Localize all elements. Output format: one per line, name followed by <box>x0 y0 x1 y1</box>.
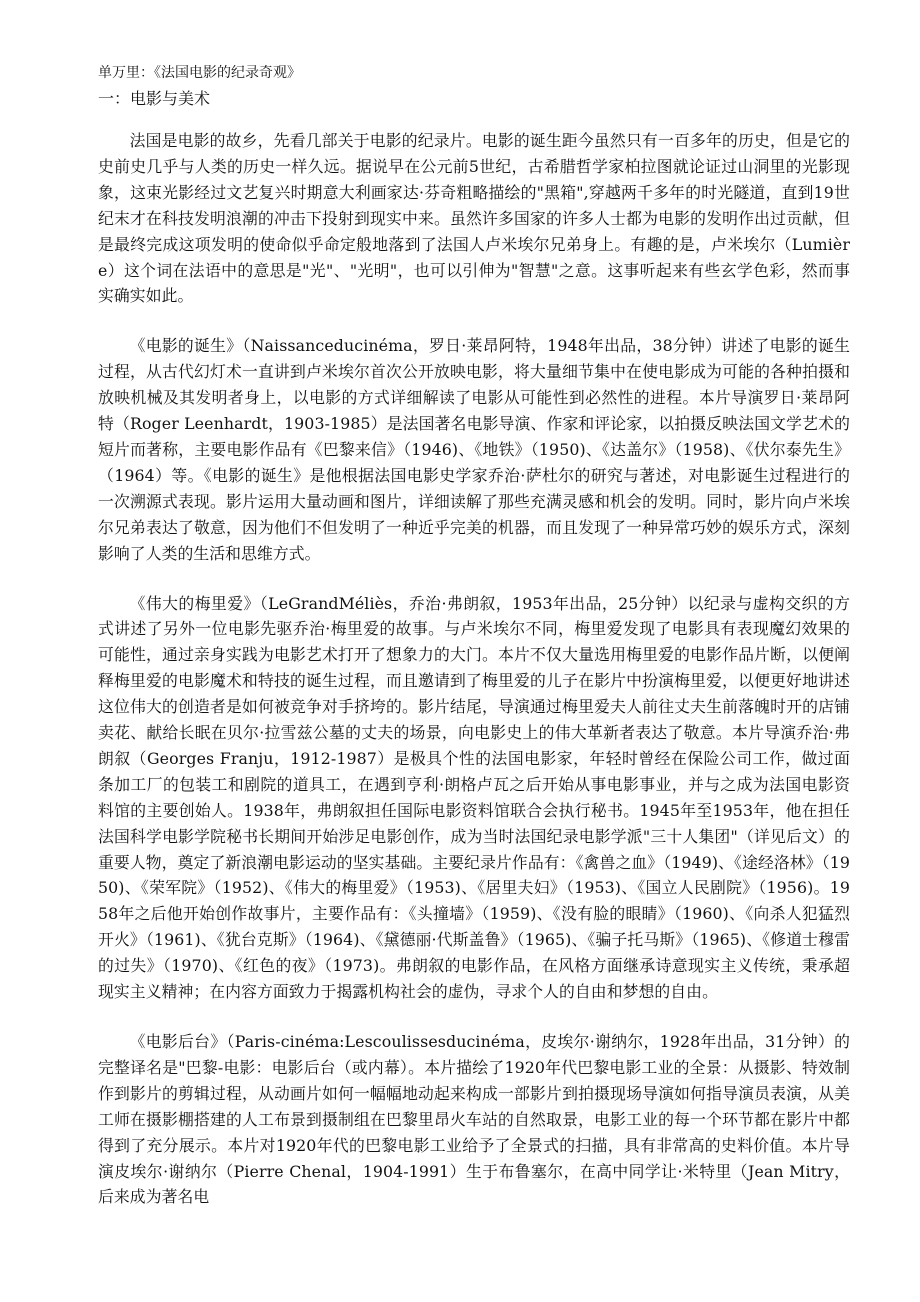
paragraph: 《电影后台》（Paris-cinéma:Lescoulissesducinéma，皮埃尔·谢纳尔，1928年出品，31分钟）的完整译名是"巴黎-电影：电影后台（或内幕）。本片描绘了1920年代巴黎电影工业的全景：从摄影、特效制作到影片的剪辑过程，从动画片如何一幅幅地动起来构成一部影片到拍摄现场导演如何指导演员表演，从美工师在摄影棚搭建的人工布景到摄制组在巴黎里昂火车站的自然取景，电影工业的每一个环节都在影片中都得到了充分展示。本片对1920年代的巴黎电影工业给予了全景式的扫描，具有非常高的史料价值。本片导演皮埃尔·谢纳尔（Pierre Chenal，1904-1991）生于布鲁塞尔，在高中同学让·米特里（Jean Mitry，后来成为著名电 <box>98 1032 851 1207</box>
paragraph: 《伟大的梅里爱》（LeGrandMéliès，乔治·弗朗叙，1953年出品，25分钟）以纪录与虚构交织的方式讲述了另外一位电影先驱乔治·梅里爱的故事。与卢米埃尔不同，梅里爱发现了电影具有表现魔幻效果的可能性，通过亲身实践为电影艺术打开了想象力的大门。本片不仅大量选用梅里爱的电影作品片断，以便阐释梅里爱的电影魔术和特技的诞生过程，而且邀请到了梅里爱的儿子在影片中扮演梅里爱，以便更好地讲述这位伟大的创造者是如何被竞争对手挤垮的。影片结尾，导演通过梅里爱夫人前往丈夫生前落魄时开的店铺卖花、献给长眠在贝尔·拉雪兹公墓的丈夫的场景，向电影史上的伟大革新者表达了敬意。本片导演乔治·弗朗叙（Georges Franju，1912-1987）是极具个性的法国电影家，年轻时曾经在保险公司工作，做过面条加工厂的包装工和剧院的道具工，在遇到亨利·朗格卢瓦之后开始从事电影事业，并与之成为法国电影资料馆的主要创始人。1938年，弗朗叙担任国际电影资料馆联合会执行秘书。1945年至1953年，他在担任法国科学电影学院秘书长期间开始涉足电影创作，成为当时法国纪录电影学派"三十人集团"（详见后文）的重要人物，奠定了新浪潮电影运动的坚实基础。主要纪录片作品有：《禽兽之血》（1949)、《途经洛林》（1950)、《荣军院》（1952)、《伟大的梅里爱》（1953)、《居里夫妇》（1953)、《国立人民剧院》（1956)。1958年之后他开始创作故事片，主要作品有：《头撞墙》（1959)、《没有脸的眼睛》（1960)、《向杀人犯猛烈开火》（1961)、《犹台克斯》（1964)、《黛德丽·代斯盖鲁》（1965)、《骗子托马斯》（1965)、《修道士穆雷的过失》（1970)、《红色的夜》（1973)。弗朗叙的电影作品，在风格方面继承诗意现实主义传统，秉承超现实主义精神；在内容方面致力于揭露机构社会的虚伪，寻求个人的自由和梦想的自由。 <box>98 593 850 1002</box>
paragraph: 《电影的诞生》（Naissanceducinéma，罗日·莱昂阿特，1948年出品，38分钟）讲述了电影的诞生过程，从古代幻灯术一直讲到卢米埃尔首次公开放映电影，将大量细节集中在使电影成为可能的各种拍摄和放映机械及其发明者身上，以电影的方式详细解读了电影从可能性到必然性的进程。本片导演罗日·莱昂阿特（Roger Leenhardt，1903-1985）是法国著名电影导演、作家和评论家，以拍摄反映法国文学艺术的短片而著称，主要电影作品有《巴黎来信》（1946)、《地铁》（1950)、《达盖尔》（1958)、《伏尔泰先生》（1964）等。《电影的诞生》是他根据法国电影史学家乔治·萨杜尔的研究与著述，对电影诞生过程进行的一次溯源式表现。影片运用大量动画和图片，详细读解了那些充满灵感和机会的发明。同时，影片向卢米埃尔兄弟表达了敬意，因为他们不但发明了一种近乎完美的机器，而且发现了一种异常巧妙的娱乐方式，深刻影响了人类的生活和思维方式。 <box>98 336 850 563</box>
paragraph: 法国是电影的故乡，先看几部关于电影的纪录片。电影的诞生距今虽然只有一百多年的历史，但是它的史前史几乎与人类的历史一样久远。据说早在公元前5世纪，古希腊哲学家柏拉图就论证过山洞里的光影现象，这束光影经过文艺复兴时期意大利画家达·芬奇粗略描绘的"黑箱",穿越两千多年的时光隧道，直到19世纪末才在科技发明浪潮的冲击下投射到现实中来。虽然许多国家的许多人士都为电影的发明作出过贡献，但是最终完成这项发明的使命似乎命定般地落到了法国人卢米埃尔兄弟身上。有趣的是，卢米埃尔（Lumière）这个词在法语中的意思是"光"、"光明"，也可以引伸为"智慧"之意。这事听起来有些玄学色彩，然而事实确实如此。 <box>98 131 850 306</box>
section-heading: 一：电影与美术 <box>98 89 211 108</box>
document-title: 单万里：《法国电影的纪录奇观》 <box>98 65 301 81</box>
body-text <box>98 128 850 1234</box>
